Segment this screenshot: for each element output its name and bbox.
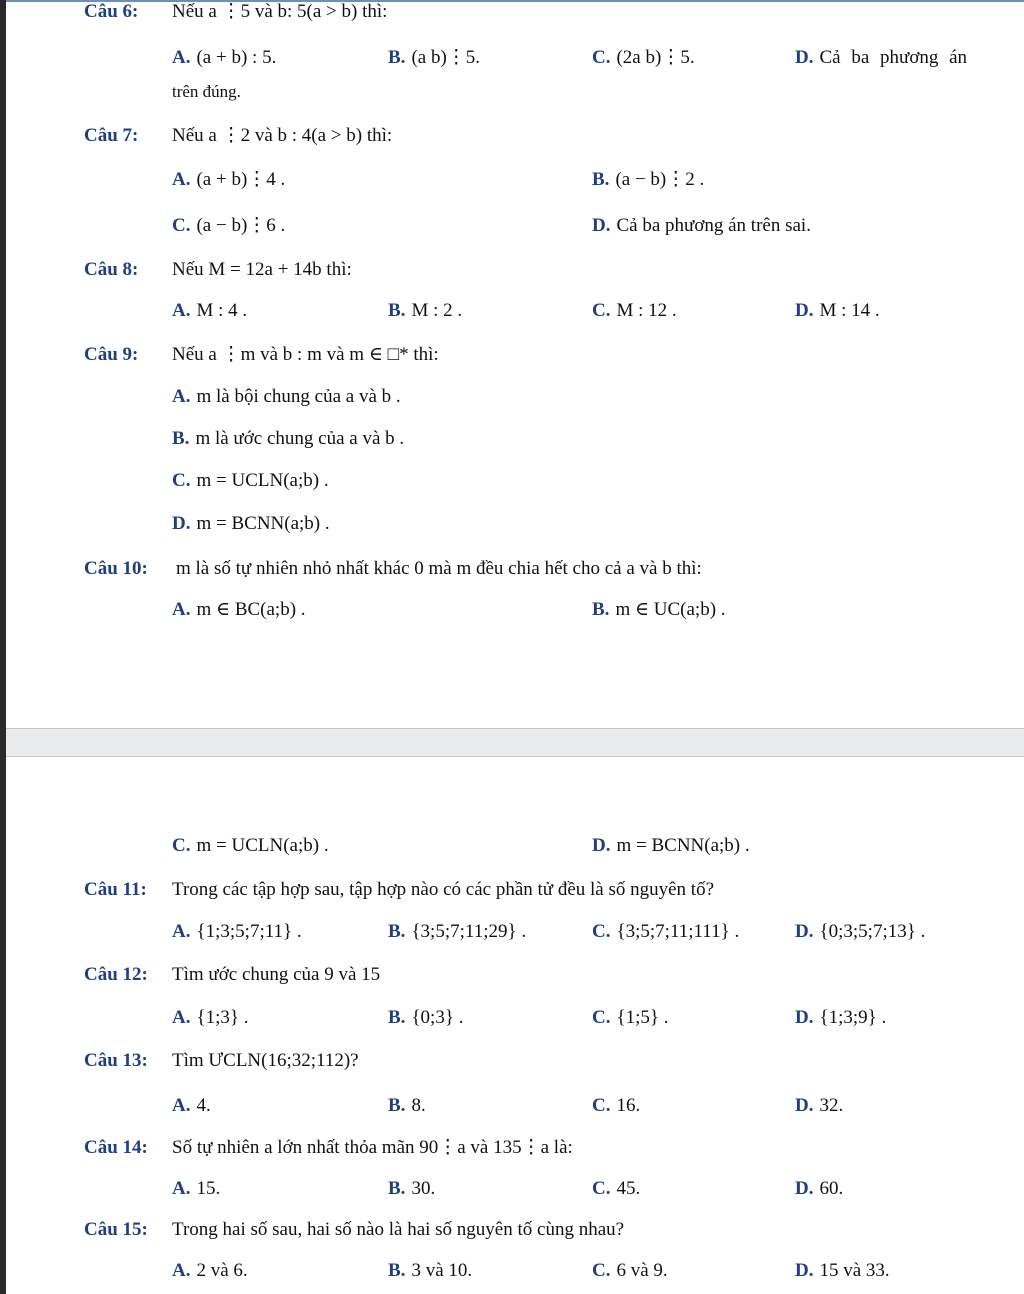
question-15-label: Câu 15: [84, 1219, 148, 1240]
question-15-option-d[interactable]: D. 15 và 33. [795, 1260, 890, 1281]
question-9-stem: Nếu a ⋮m và b : m và m ∈ □* thì: [172, 344, 439, 365]
question-6-option-d-continuation: trên đúng. [172, 82, 241, 101]
question-6-option-c[interactable]: C. (2a b)⋮5. [592, 47, 695, 68]
question-7-option-a[interactable]: A. (a + b)⋮4 . [172, 169, 286, 190]
question-9-option-d[interactable]: D. m = BCNN(a;b) . [172, 513, 330, 534]
question-15-option-a[interactable]: A. 2 và 6. [172, 1260, 248, 1281]
question-14-stem: Số tự nhiên a lớn nhất thỏa mãn 90⋮a và 135⋮a là: [172, 1137, 573, 1158]
question-7-option-b[interactable]: B. (a − b)⋮2 . [592, 169, 705, 190]
left-window-edge [0, 0, 6, 1294]
question-12-label: Câu 12: [84, 964, 148, 985]
question-8-option-d[interactable]: D. M : 14 . [795, 300, 880, 321]
top-border [0, 0, 1024, 2]
question-8-option-a[interactable]: A. M : 4 . [172, 300, 248, 321]
question-6-option-a[interactable]: A. (a + b) : 5. [172, 47, 277, 68]
question-7-label: Câu 7: [84, 125, 139, 146]
question-8-option-b[interactable]: B. M : 2 . [388, 300, 463, 321]
question-10-stem: m là số tự nhiên nhỏ nhất khác 0 mà m đều chia hết cho cả a và b thì: [176, 558, 702, 579]
question-14-label: Câu 14: [84, 1137, 148, 1158]
question-12-option-c[interactable]: C. {1;5} . [592, 1007, 669, 1028]
question-13-label: Câu 13: [84, 1050, 148, 1071]
question-15-option-c[interactable]: C. 6 và 9. [592, 1260, 668, 1281]
question-14-option-c[interactable]: C. 45. [592, 1178, 641, 1199]
question-9-option-a[interactable]: A. m là bội chung của a và b . [172, 386, 401, 407]
question-11-stem: Trong các tập hợp sau, tập hợp nào có các phần tử đều là số nguyên tố? [172, 879, 715, 900]
question-14-option-d[interactable]: D. 60. [795, 1178, 844, 1199]
question-13-option-b[interactable]: B. 8. [388, 1095, 426, 1116]
question-7-stem: Nếu a ⋮2 và b : 4(a > b) thì: [172, 125, 393, 146]
question-15-option-b[interactable]: B. 3 và 10. [388, 1260, 473, 1281]
question-11-option-a[interactable]: A. {1;3;5;7;11} . [172, 921, 302, 942]
question-9-option-b[interactable]: B. m là ước chung của a và b . [172, 428, 405, 449]
question-11-option-b[interactable]: B. {3;5;7;11;29} . [388, 921, 527, 942]
question-13-stem: Tìm ƯCLN(16;32;112)? [172, 1050, 359, 1071]
question-10-option-b[interactable]: B. m ∈ UC(a;b) . [592, 599, 726, 620]
question-10-label: Câu 10: [84, 558, 148, 579]
question-12-option-b[interactable]: B. {0;3} . [388, 1007, 464, 1028]
question-10-option-c[interactable]: C. m = UCLN(a;b) . [172, 835, 329, 856]
question-8-option-c[interactable]: C. M : 12 . [592, 300, 677, 321]
question-8-label: Câu 8: [84, 259, 139, 280]
question-11-option-c[interactable]: C. {3;5;7;11;111} . [592, 921, 740, 942]
question-6-option-d[interactable]: D. Cả ba phương án [795, 47, 968, 68]
question-8-stem: Nếu M = 12a + 14b thì: [172, 259, 352, 280]
question-10-option-d[interactable]: D. m = BCNN(a;b) . [592, 835, 750, 856]
page-break-separator [6, 728, 1024, 757]
question-11-label: Câu 11: [84, 879, 147, 900]
question-6-label: Câu 6: [84, 1, 139, 22]
question-12-option-a[interactable]: A. {1;3} . [172, 1007, 249, 1028]
question-15-stem: Trong hai số sau, hai số nào là hai số nguyên tố cùng nhau? [172, 1219, 625, 1240]
question-6-stem: Nếu a ⋮5 và b: 5(a > b) thì: [172, 1, 388, 22]
question-13-option-a[interactable]: A. 4. [172, 1095, 211, 1116]
question-7-option-c[interactable]: C. (a − b)⋮6 . [172, 215, 286, 236]
question-12-stem: Tìm ước chung của 9 và 15 [172, 964, 381, 985]
question-14-option-b[interactable]: B. 30. [388, 1178, 436, 1199]
question-10-option-a[interactable]: A. m ∈ BC(a;b) . [172, 599, 306, 620]
question-9-label: Câu 9: [84, 344, 139, 365]
question-11-option-d[interactable]: D. {0;3;5;7;13} . [795, 921, 926, 942]
question-13-option-d[interactable]: D. 32. [795, 1095, 844, 1116]
question-9-option-c[interactable]: C. m = UCLN(a;b) . [172, 470, 329, 491]
question-12-option-d[interactable]: D. {1;3;9} . [795, 1007, 887, 1028]
question-13-option-c[interactable]: C. 16. [592, 1095, 641, 1116]
question-6-option-b[interactable]: B. (a b)⋮5. [388, 47, 481, 68]
question-7-option-d[interactable]: D. Cả ba phương án trên sai. [592, 215, 811, 236]
question-14-option-a[interactable]: A. 15. [172, 1178, 221, 1199]
